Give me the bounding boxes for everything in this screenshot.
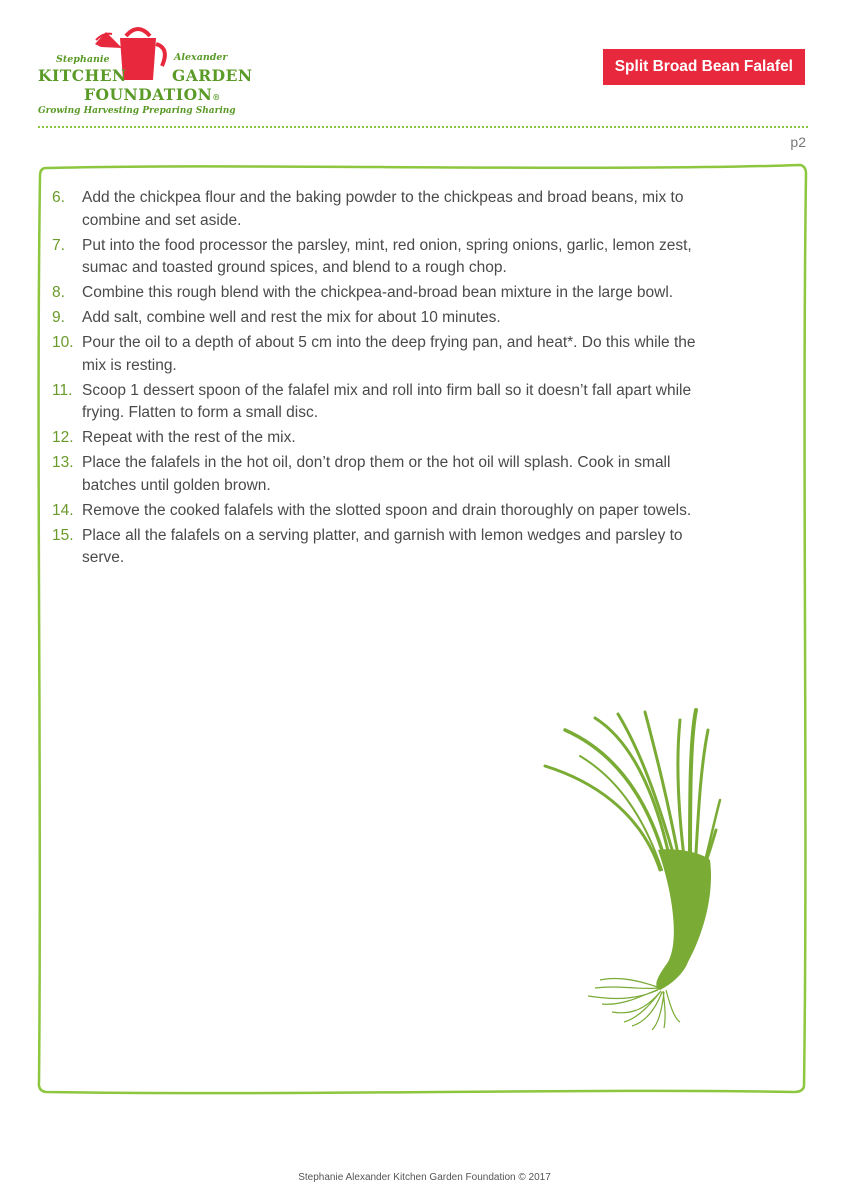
- footer-copyright: Stephanie Alexander Kitchen Garden Foundation © 2017: [298, 1172, 551, 1183]
- step-number: 9.: [52, 309, 65, 326]
- spring-onion-illustration: [540, 700, 730, 1040]
- step-number: 8.: [52, 284, 65, 301]
- logo-name-left: Stephanie: [56, 54, 110, 65]
- step-text: Add the chickpea flour and the baking powder to the chickpeas and broad beans, mix to combine and set aside.: [82, 189, 684, 229]
- step-text: Remove the cooked falafels with the slotted spoon and drain thoroughly on paper towels.: [82, 501, 692, 519]
- step-number: 11.: [52, 381, 73, 399]
- logo-word-garden: GARDEN: [172, 66, 253, 85]
- step-item: [52, 282, 702, 305]
- foundation-logo: [34, 24, 254, 124]
- step-number: 10.: [52, 334, 74, 351]
- step-item: [52, 235, 702, 280]
- step-text: Pour the oil to a depth of about 5 cm into the deep frying pan, and heat*. Do this while the mix is resting.: [82, 334, 696, 374]
- logo-name-right: Alexander: [174, 52, 228, 63]
- step-item: [52, 452, 702, 497]
- step-text: Place the falafels in the hot oil, don’t drop them or the hot oil will splash. Cook in small batches until golden brown.: [82, 454, 671, 494]
- step-item: [52, 187, 702, 232]
- step-number: 7.: [52, 236, 65, 254]
- method-steps: [52, 187, 702, 572]
- step-text: Place all the falafels on a serving platter, and garnish with lemon wedges and parsley to serve.: [82, 526, 683, 566]
- step-item: [52, 380, 702, 425]
- step-item: [52, 500, 702, 523]
- logo-tagline: Growing Harvesting Preparing Sharing: [38, 106, 236, 116]
- step-text: Combine this rough blend with the chickpea-and-broad bean mixture in the large bowl.: [82, 284, 674, 301]
- step-number: 13.: [52, 454, 74, 471]
- logo-word-foundation: FOUNDATION®: [84, 85, 221, 104]
- step-number: 12.: [52, 429, 74, 446]
- logo-word-kitchen: KITCHEN: [38, 66, 127, 85]
- header-divider: [38, 126, 808, 128]
- step-number: 6.: [52, 189, 65, 206]
- step-text: Put into the food processor the parsley, mint, red onion, spring onions, garlic, lemon zest, sumac and toasted ground spices, and blend to a rough chop.: [82, 236, 692, 276]
- recipe-title-badge: Split Broad Bean Falafel: [603, 49, 805, 85]
- step-item: [52, 332, 702, 377]
- step-text: Scoop 1 dessert spoon of the falafel mix and roll into firm ball so it doesn’t fall apart while frying. Flatten to form a small disc.: [82, 381, 692, 421]
- step-item: [52, 427, 702, 450]
- step-number: 15.: [52, 526, 74, 544]
- step-item: [52, 525, 702, 570]
- step-number: 14.: [52, 501, 74, 519]
- page-number: p2: [790, 134, 806, 150]
- step-text: Repeat with the rest of the mix.: [82, 429, 296, 446]
- step-text: Add salt, combine well and rest the mix for about 10 minutes.: [82, 309, 501, 326]
- step-item: [52, 307, 702, 330]
